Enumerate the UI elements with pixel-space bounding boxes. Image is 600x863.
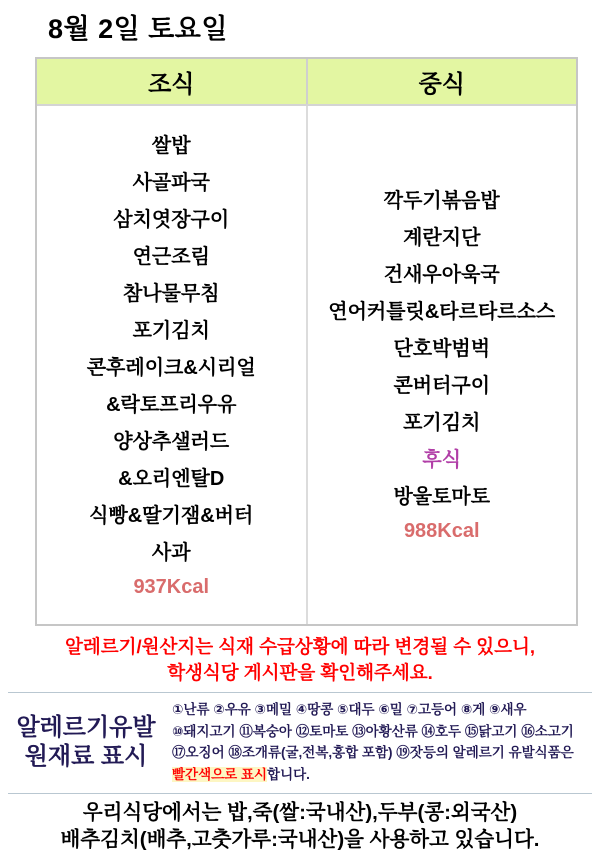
menu-item: 사골파국 (132, 171, 210, 194)
allergy-legend-title-line: 알레르기유발 (16, 714, 156, 741)
menu-item: 연근조림 (132, 245, 210, 268)
lunch-kcal-total: 988Kcal (403, 520, 480, 542)
allergen-list-line (172, 764, 596, 786)
menu-item: &락토프리우유 (106, 393, 237, 416)
notice-line: 알레르기/원산지는 식재 수급상황에 따라 변경될 수 있으니, (64, 636, 536, 657)
menu-item: 참나물무침 (122, 282, 220, 305)
section-divider (8, 692, 592, 693)
menu-item: 깍두기볶음밥 (383, 190, 500, 212)
lunch-cell (308, 106, 577, 624)
menu-item: 연어커틀릿&타르타르소스 (328, 301, 556, 323)
allergy-legend-title-line: 원재료 표시 (24, 743, 148, 770)
menu-item: 쌀밥 (151, 134, 191, 157)
allergen-line-rest: 합니다. (267, 766, 310, 782)
menu-item: 포기김치 (403, 412, 481, 434)
menu-item: 양상추샐러드 (113, 430, 230, 453)
menu-item: 사과 (151, 541, 191, 564)
origin-footer-line: 배추김치(배추,고춧가루:국내산)을 사용하고 있습니다. (60, 828, 540, 851)
menu-item: 콘버터구이 (393, 375, 491, 397)
menu-item: 삼치엿장구이 (113, 208, 230, 231)
allergen-list-line: ⑩돼지고기 ⑪복숭아 ⑫토마토 ⑬아황산류 ⑭호두 ⑮닭고기 ⑯소고기 (172, 723, 574, 739)
menu-item: 건새우아욱국 (383, 264, 500, 286)
menu-table-header-row (37, 59, 576, 106)
notice-line: 학생식당 게시판을 확인해주세요. (167, 662, 433, 683)
allergy-legend (0, 697, 600, 787)
breakfast-cell (37, 106, 308, 624)
highlight-text: 빨간색으로 표시 (172, 766, 268, 782)
allergen-list-line: ⑰오징어 ⑱조개류(굴,전복,홍합 포함) ⑲잣등의 알레르기 유발식품은 (172, 745, 574, 760)
menu-item: 식빵&딸기잼&버터 (89, 504, 254, 527)
menu-item: &오리엔탈D (118, 467, 225, 490)
menu-table (35, 57, 578, 626)
dessert-label: 후식 (422, 449, 462, 471)
origin-footer (0, 799, 600, 853)
menu-item: 콘후레이크&시리얼 (86, 356, 256, 379)
header-cell-lunch: 중식 (418, 71, 465, 98)
section-divider (8, 793, 592, 794)
dessert-item: 방울토마토 (393, 486, 491, 508)
header-cell-breakfast: 조식 (37, 59, 308, 104)
allergy-origin-notice (0, 634, 600, 686)
menu-item: 포기김치 (132, 319, 210, 342)
allergen-list-line: ①난류 ②우유 ③메밀 ④땅콩 ⑤대두 ⑥밀 ⑦고등어 ⑧게 ⑨새우 (172, 702, 527, 717)
menu-item: 계란지단 (403, 227, 481, 249)
menu-table-body-row (37, 106, 576, 624)
allergy-legend-text (172, 699, 596, 785)
breakfast-kcal-total: 937Kcal (133, 575, 210, 598)
origin-footer-line: 우리식당에서는 밥,죽(쌀:국내산),두부(콩:외국산) (82, 801, 518, 824)
page-title: 8월 2일 토요일 (48, 14, 228, 44)
menu-item: 단호박범벅 (393, 338, 491, 360)
allergy-legend-title (0, 713, 172, 771)
